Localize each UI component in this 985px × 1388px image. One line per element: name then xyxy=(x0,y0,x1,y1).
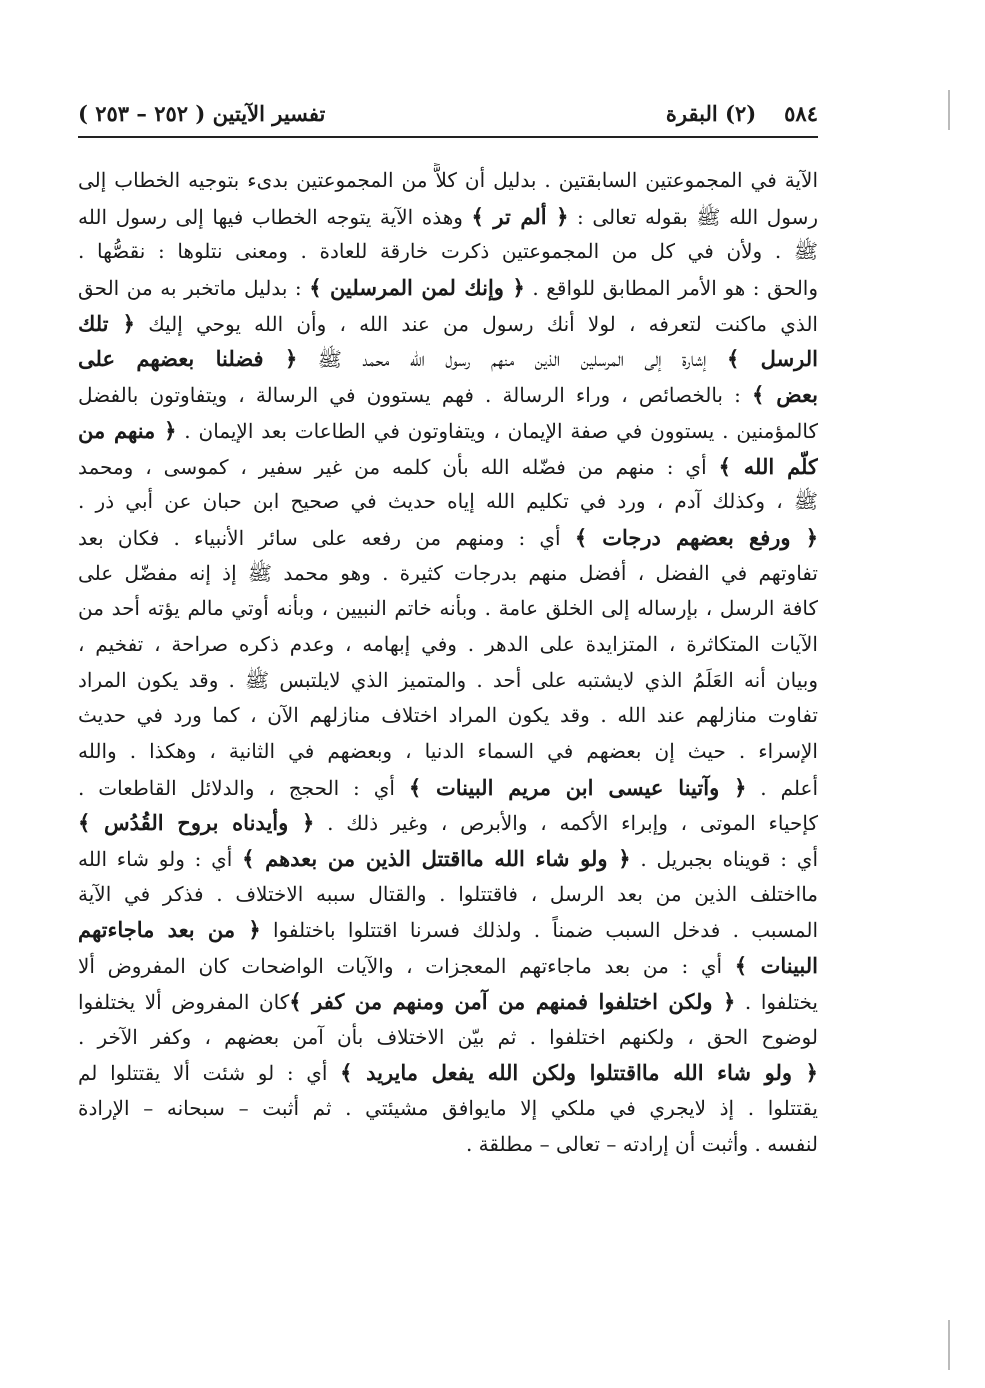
text-line xyxy=(78,591,818,627)
commentary-text: كإحياء الموتى ، وإبراء الأكمه ، والأبرص ، وغير ذلك . xyxy=(314,811,818,836)
commentary-text: أي : قويناه بجبريل . xyxy=(630,847,818,872)
commentary-text: الذي ماكنت لتعرفه ، لولا أنك رسول من عند الله ، وأن الله يوحي إليك xyxy=(134,311,818,336)
commentary-text: أي : ومنهم من رفعه على سائر الأنبياء . فكان بعد xyxy=(78,525,575,550)
commentary-text: أي : ولو شاء الله xyxy=(78,847,243,872)
body-text xyxy=(78,163,818,1162)
text-line xyxy=(78,377,818,413)
text-line xyxy=(78,948,818,984)
commentary-text: أي : من بعد ماجاءتهم المعجزات ، والآيات الواضحات كان المفروض ألا xyxy=(78,954,735,979)
commentary-text: أي : منهم من فضّله الله بأن كلمه من غير سفير ، كموسى ، ومحمد xyxy=(78,454,719,479)
quran-quote: ﴿ ولو شاء الله مااقتتلوا ولكن الله يفعل مايريد ﴾ xyxy=(340,1060,818,1086)
text-line xyxy=(78,556,818,592)
text-line xyxy=(78,270,818,306)
commentary-text: الآية في المجموعتين السابقتين . بدليل أن كلاًّ من المجموعتين بدىء بتوجيه الخطاب إلى xyxy=(78,168,818,192)
text-line xyxy=(78,163,818,199)
text-line xyxy=(78,520,818,556)
commentary-text: كافة الرسل ، بإرساله إلى الخلق عامة . وبأنه خاتم النبيين ، وبأنه أوتي مالم يؤته أحد من xyxy=(78,596,818,621)
quran-quote: ﴿ ألم تر ﴾ xyxy=(471,203,569,229)
text-line xyxy=(78,413,818,449)
header-rule xyxy=(78,136,818,138)
commentary-text: والحق : هو الأمر المطابق للواقع . xyxy=(524,276,818,301)
commentary-text: : بدليل ماتخبر به من الحق xyxy=(78,276,310,301)
commentary-text: وبيان أنه العَلَمُ الذي لايشتبه على أحد . والمتميز الذي لايلتبس ﷺ . وقد يكون المراد xyxy=(78,667,818,692)
text-line xyxy=(78,341,818,377)
commentary-text: إشارة إلى المرسلين الذين منهم رسول الله محمد ﷺ xyxy=(297,347,727,372)
text-line xyxy=(78,1020,818,1056)
surah-name: (٢) البقرة xyxy=(665,100,757,126)
commentary-text: الإسراء . حيث إن بعضهم في السماء الدنيا ، وبعضهم في الثانية ، وهكذا . والله xyxy=(78,739,818,763)
page-number: ٥٨٤ xyxy=(784,100,818,126)
commentary-text: ﷺ ، وكذلك آدم ، ورد في تكليم الله إياه حديث في صحيح ابن حبان عن أبي ذر . xyxy=(78,489,818,514)
commentary-text: تفاوتهم في الفضل ، أفضل منهم بدرجات كثيرة . وهو محمد ﷺ إذ إنه مفضّل على xyxy=(78,560,818,585)
text-line xyxy=(78,984,818,1020)
commentary-text: ﷺ . ولأن في كل من المجموعتين ذكرت خارقة للعادة . ومعنى نتلوها : نقصُّها . xyxy=(78,239,818,264)
text-line xyxy=(78,770,818,806)
text-line xyxy=(78,734,818,770)
quran-quote: ﴿ وآتينا عيسى ابن مريم البينات ﴾ xyxy=(408,774,747,800)
running-title: تفسير الآيتين ( ٢٥٢ – ٢٥٣ ) xyxy=(78,100,326,126)
text-line xyxy=(78,627,818,663)
commentary-text: تفاوت منازلهم عند الله . وقد يكون المراد اختلاف منازلهم الآن ، كما ورد في حديث xyxy=(78,703,818,728)
commentary-text: وهذه الآية يتوجه الخطاب فيها إلى رسول الله xyxy=(78,204,472,229)
text-line xyxy=(78,306,818,342)
commentary-text: كالمؤمنين . يستوون في صفة الإيمان ، ويتفاوتون في الطاعات بعد الإيمان . xyxy=(176,418,818,443)
quran-quote: ﴿ ورفع بعضهم درجات ﴾ xyxy=(574,524,818,550)
quran-quote: ﴿ ولو شاء الله مااقتتل الذين من بعدهم ﴾ xyxy=(242,846,631,872)
text-line xyxy=(78,449,818,485)
commentary-text: مااختلف الذين من بعد الرسل ، فاقتتلوا . والقتال سببه الاختلاف . فذكر في الآية xyxy=(78,881,818,906)
text-line xyxy=(78,877,818,913)
quran-quote: البينات ﴾ xyxy=(734,953,818,979)
commentary-text: كان المفروض ألا يختلفوا xyxy=(78,989,290,1014)
text-line xyxy=(78,698,818,734)
text-line xyxy=(78,234,818,270)
text-line xyxy=(78,912,818,948)
text-line xyxy=(78,199,818,235)
page-header xyxy=(78,96,818,130)
quran-quote: ﴿ من بعد ماجاءتهم xyxy=(78,917,261,943)
quran-quote: كلّم الله ﴾ xyxy=(718,453,818,479)
text-line xyxy=(78,663,818,699)
text-line xyxy=(78,1127,818,1163)
quran-quote: ﴿ تلك xyxy=(78,310,135,336)
commentary-text: يختلفوا . xyxy=(735,989,818,1014)
commentary-text: يقتتلوا . إذ لايجري في ملكي إلا مايوافق مشيئتي . ثم أثبت – سبحانه – الإرادة xyxy=(78,1095,818,1120)
commentary-text: لنفسه . وأثبت أن إرادته – تعالى – مطلقة . xyxy=(465,1131,818,1156)
quran-quote: ﴿ منهم من xyxy=(78,417,177,443)
margin-mark-bottom xyxy=(948,1320,950,1370)
quran-quote: ﴿ ولكن اختلفوا فمنهم من آمن ومنهم من كفر ﴾ xyxy=(289,988,736,1014)
margin-mark-top xyxy=(948,90,950,130)
text-line xyxy=(78,1091,818,1127)
quran-quote: ﴿ وإنك لمن المرسلين ﴾ xyxy=(309,275,525,301)
text-line xyxy=(78,805,818,841)
commentary-text: رسول الله ﷺ بقوله تعالى : xyxy=(568,204,818,229)
quran-quote: ﴿ فضلنا بعضهم على xyxy=(78,346,298,372)
quran-quote: الرسل ﴾ xyxy=(726,346,818,372)
commentary-text: لوضوح الحق ، ولكنهم اختلفوا . ثم بيّن الاختلاف بأن آمن بعضهم ، وكفر الآخر . xyxy=(78,1024,818,1049)
commentary-text: الآيات المتكاثرة ، المتزايدة على الدهر . وفي إبهامه ، وعدم ذكره صراحة ، تفخيم ، xyxy=(78,631,818,656)
commentary-text: أي : لو شئت ألا يقتتلوا لم xyxy=(78,1061,341,1086)
commentary-text: أي : الحجج ، والدلائل القاطعات . xyxy=(78,775,409,800)
text-line xyxy=(78,841,818,877)
text-line xyxy=(78,484,818,520)
quran-quote: ﴿ وأيدناه بروح القُدُس ﴾ xyxy=(78,810,315,836)
header-right xyxy=(666,101,818,126)
commentary-text: أعلم . xyxy=(746,775,818,800)
text-line xyxy=(78,1055,818,1091)
commentary-text: المسبب . فدخل السبب ضمناً . ولذلك فسرنا اقتتلوا باختلفوا xyxy=(260,918,818,943)
quran-quote: بعض ﴾ xyxy=(751,382,818,408)
commentary-text: : بالخصائص ، وراء الرسالة . فهم يستوون في الرسالة ، ويتفاوتون بالفضل xyxy=(78,383,752,408)
